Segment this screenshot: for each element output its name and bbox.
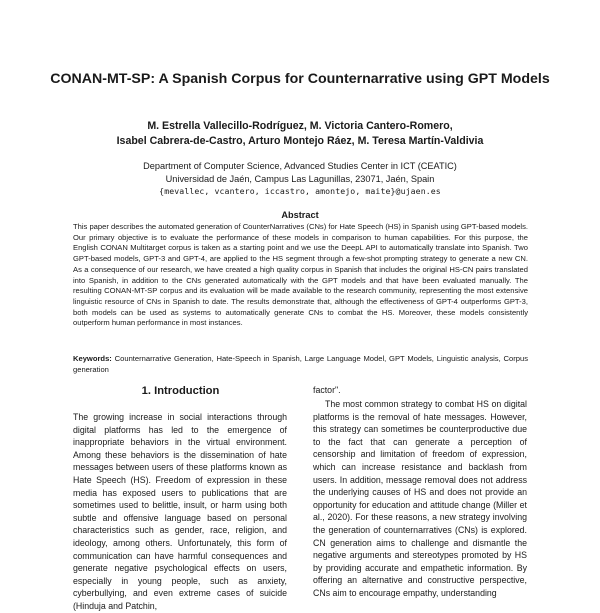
- authors-line-1: M. Estrella Vallecillo-Rodríguez, M. Victoria Cantero-Romero,: [147, 120, 453, 132]
- affiliation-line-2: Universidad de Jaén, Campus Las Lagunillas, 23071, Jaén, Spain: [165, 173, 435, 184]
- affiliation-line-1: Department of Computer Science, Advanced Studies Center in ICT (CEATIC): [143, 161, 457, 171]
- paper-title: CONAN-MT-SP: A Spanish Corpus for Counternarrative using GPT Models: [50, 71, 550, 87]
- section-heading-introduction: 1. Introduction: [141, 385, 220, 397]
- author-list: [40, 119, 560, 148]
- keywords: [73, 354, 528, 375]
- intro-left-column: The growing increase in social interactions through digital platforms has led to the emergence of inappropriate behaviors in the virtual environment. Among these behaviors is the dissemination of hate messages between users of these platforms known as Hate Speech (HS). Freedom of expression in these media has exposed users to publications that are sometimes used to belittle, insult, or harm using both subtle and offensive language based on personal characteristics such as gender, race, religion, and ideology, among others. Unfortunately, this form of communication can have harmful consequences and generate negative psychological effects on users, especially in young people, such as anxiety, cyberbullying, and even extreme cases of suicide (Hinduja and Patchin,: [73, 412, 287, 611]
- keywords-text: Counternarrative Generation, Hate-Speech in Spanish, Large Language Model, GPT Models, Linguistic analysis, Corpus generation: [73, 354, 528, 374]
- affiliation: [40, 160, 560, 198]
- abstract-heading: Abstract: [281, 210, 319, 220]
- author-emails: {mevallec, vcantero, iccastro, amontejo, maite}@ujaen.es: [159, 186, 441, 196]
- right-column-continuation: factor".: [313, 385, 341, 395]
- keywords-label: Keywords:: [73, 354, 112, 363]
- abstract-text: This paper describes the automated generation of CounterNarratives (CNs) for Hate Speech (HS) in Spanish using GPT-based models. Our primary objective is to evaluate the performance of these models in comparison to human capabilities. For this purpose, the English CONAN Multitarget corpus is taken as a starting point and we use the DeepL API to automatically translate into Spanish. Two GPT-based models, GPT-3 and GPT-4, are applied to the HS segment through a few-shot prompting strategy to generate a new CN. As a consequence of our research, we have created a high quality corpus in Spanish that includes the original HS-CN pairs translated into Spanish, in addition to the CNs generated automatically with the GPT models and that have been evaluated manually. The resulting CONAN-MT-SP corpus and its evaluation will be made available to the research community, representing the most extensive linguistic resource of CNs in Spanish to date. The results demonstrate that, although the effectiveness of GPT-4 outperforms GPT-3, both models can be used as systems to automatically generate CNs to combat the HS. Moreover, these models consistently outperform human performance in most instances.: [73, 222, 529, 328]
- intro-right-column: The most common strategy to combat HS on digital platforms is the removal of hate messages. However, this strategy can sometimes be counterproductive due to the fact that can generate a perception of censorship and limitation of freedom of expression, which can increase resistance and backlash from users. In addition, message removal does not address the underlying causes of HS and does not provide an opportunity for education and attitude change (Miller et al., 2020). For these reasons, a new strategy involving the generation of counternarratives (CNs) is explored. CN generation aims to challenge and dismantle the negative arguments and stereotypes promoted by HS by providing accurate and empathetic information. By offering an alternative and constructive perspective, CNs aim to encourage empathy, understanding: [313, 399, 527, 598]
- authors-line-2: Isabel Cabrera-de-Castro, Arturo Montejo Ráez, M. Teresa Martín-Valdivia: [116, 134, 484, 147]
